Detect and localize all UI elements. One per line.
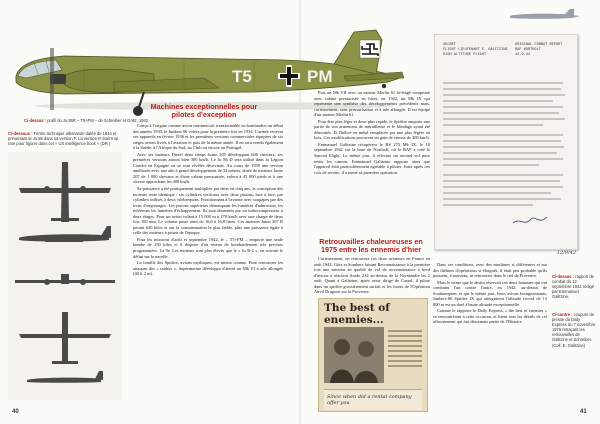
document-header-right: ORIGINAL COMBAT REPORT RAF NORTHOLT 12.9.42 — [515, 43, 563, 57]
technical-sheet-silhouettes — [8, 152, 122, 400]
body-column-right-page — [433, 262, 547, 412]
document-typed-body — [443, 77, 569, 239]
paragraph: Puis un Mk VII avec un moteur Merlin 61 bi-étagé comprimé avec cabine pressurisée en hiver, en 1942, un Mk IX qui représente une synthèse des développements précédents mais, curieusement, sans pressurisation et à aile allongée. Il est équipé d'un moteur Merlin 61. — [314, 90, 430, 118]
paragraph: Conçu à l'origine comme avion commercial, transformable en bombardier au début des années 1930, le Junkers 86 volera pour la première fois en 1934. L'armée recevra ses appareils en février 1936 et les premières versions commerciales équipées de six sièges seront livrés à l'aviation et puis de la même année. Il en sera vendu également à la Suède, à l'Afrique du Sud, au Chili ou encore au Portugal. — [133, 123, 283, 151]
section-heading: Machines exceptionnelles pour pilotes d'exception — [150, 102, 258, 119]
paragraph: Pour les missions d'août et septembre 1942, le – T5+PM – emporte une seule bombe de 250 kilos et il dispose d'un réseau de bombardement très précises programmées. La 9e. Les moteurs sont plus élevés que le « Ju R-2 », en suivant le défini sur la nacelle. — [133, 236, 283, 259]
paragraph: Pour être plus léger et donc plus rapide, le Spitfire emporte une partie de son armement de mitrailleuse et le blindage ayant été démontés. Et l'hélice en métal remplacée par une plus légère en bois. Ces modifications procurent un gain de vitesse de 400 km/h. — [314, 118, 430, 141]
aircraft-silhouette-icon — [508, 8, 582, 22]
profile-caption: Ci-dessus : profil du Ju 86R – T5+PM – de Schreiber et Goltz, 1942. — [24, 118, 150, 123]
body-column-right-top — [314, 90, 430, 238]
technical-sheet-caption: Ci-dessous : Ferme technique allemande datée de 1944 et présentant le Ju 86 dans sa version F. La version R était trop rare pour figurer dans cet « US intelligence book » (DR.) — [8, 131, 119, 147]
body-column-middle — [133, 123, 283, 411]
paragraph: La famille des Spitfire, avions mythiques, est mieux connue. Pour rencontrer les attaques des « raiders », Supermarine développa d'abord un Mk VI à aile allongée (40 ft 2 in). — [133, 260, 283, 277]
page-number-left: 40 — [12, 409, 19, 415]
document-date: 12/9/42 — [556, 250, 576, 256]
paragraph: Comme le rapporte le Daily Express, « the best of enemies » se rencontrèrent à cette occasion, et firent tous les détails de cet affrontement qui fait désormais partie de l'Histoire. — [433, 308, 547, 325]
paragraph: Sa puissance a été pratiquement multipliée par deux en cinq ans, la conception des moteurs reste identique : six cylindres verticaux avec deux pistons, face à face, par cylindres utilisés à deux vilebrequins. Fonctionnant à l'avance avec soupapes par des trous d'engrenages. Les pistons supérieurs démasquant les lumières d'admission, les inférieurs les lumières d'échappement. Ils sont alimentés par un turbocompresseur à deux étages. Pour un avion volant à 13 000 m à 170 km/h avec une charge de deux fois 100 mm. Le volume passe ainsi de 16,6 à 16,8 litres. Ces moteurs Jumo 207 B pesant 630 kilos et ont la consommation la plus faible, plus une puissance égale à celle des moteurs à piston de l'époque. — [133, 186, 283, 236]
aircraft-code-left: T5 — [232, 67, 252, 86]
report-caption: Ci-dessus : rapport de combat du 12 septembre 1942 rédigé par Emmanuel Galitzine. — [552, 274, 595, 300]
paragraph: Avec ses moteurs Diesel deux temps Jumo 205 développant 600 chevaux, ses premières versions auront bien 300 km/h. Le Ju 86 D sera utilisé dans la Légion Condor en Espagne où se sont révélés décevants. Au cours de 1939 une version améliorée avec une aile à grand développement de 32 mètres, dotée de moteurs Jumo 207 de 1 000 chevaux et d'une cabine pressurisée, volera à 45 000 pieds et à une vitesse approchant les 400 km/h. — [133, 151, 283, 185]
paragraph: Emmanuel Galitzine récupérera le BS 273 Mk IX, le 10 septembre 1942 sur la base de Northolt, où la RAF a créé le Special Flight. Le même jour, il effectue un second vol pour tester les canons. Emmanuel Galitzine rapporte alors que l'appareil était particulièrement agréable à piloter. Juste après ces vols de recette, il a mené sa première opération. — [314, 141, 430, 175]
clipping-advert-text: Since when did a rental company offer you — [327, 394, 412, 406]
clipping-advert — [324, 389, 422, 410]
paragraph: Mais le terme que le destin réservait ces deux hommes qui ont combattu l'un contre l'autre, en 1942, au-dessus de Southampton, et qui le même jour, leurs avions bourgeonnants, Junkers-86 Spitfire IX qui atteignirent l'altitude record de 13 000 m est un duel à haute altitude exceptionnelle. — [433, 279, 547, 307]
clipping-caption: Ci-contre : coupure de presse du Daily Express du 7 novembre 1975 retraçant les retrouvailles de Galitzine et Schreiber. (Coll. E. Galitzine) — [552, 312, 596, 348]
paragraph: Dans ces conditions, avec des machines si différentes et sur des théâtres d'opérations si éloignés, il était peu probable qu'ils puissent, à nouveau, se rencontrer dans le ciel de Provence. — [433, 262, 547, 279]
newspaper-clipping — [318, 298, 428, 412]
clipping-headline: The best of enemies... — [324, 302, 390, 326]
section-heading-2: Retrouvailles chaleureuses en 1975 entre les ennemis d'hier — [319, 237, 423, 254]
paragraph: Curieusement, on retrouvera ces deux aviateurs en France en août 1944. Götz et Sombers faisant Reconnaissance à la première fois une mission en qualité de vol de reconnaissance a bord d'avions à réaction Arado 234 au-dessus de la Normandie les 2 août. Quant à Galitzine, après avoir dirigé de Cassel, il pilote dans un spitfire grossièrement surfait et les fronts de l'Opération Anvil Dragoon sur la Provence. — [314, 256, 430, 295]
page-number-right: 41 — [580, 409, 587, 415]
clipping-text-block — [388, 327, 422, 385]
clipping-photo — [324, 327, 384, 383]
combat-report-document — [434, 34, 578, 250]
aircraft-code-right: PM — [307, 67, 333, 86]
document-header: SECRET FLIGHT LIEUTENANT E. GALITZINE HIGH ALTITUDE FLIGHT — [443, 43, 508, 57]
body-column-right-bottom — [314, 256, 430, 296]
